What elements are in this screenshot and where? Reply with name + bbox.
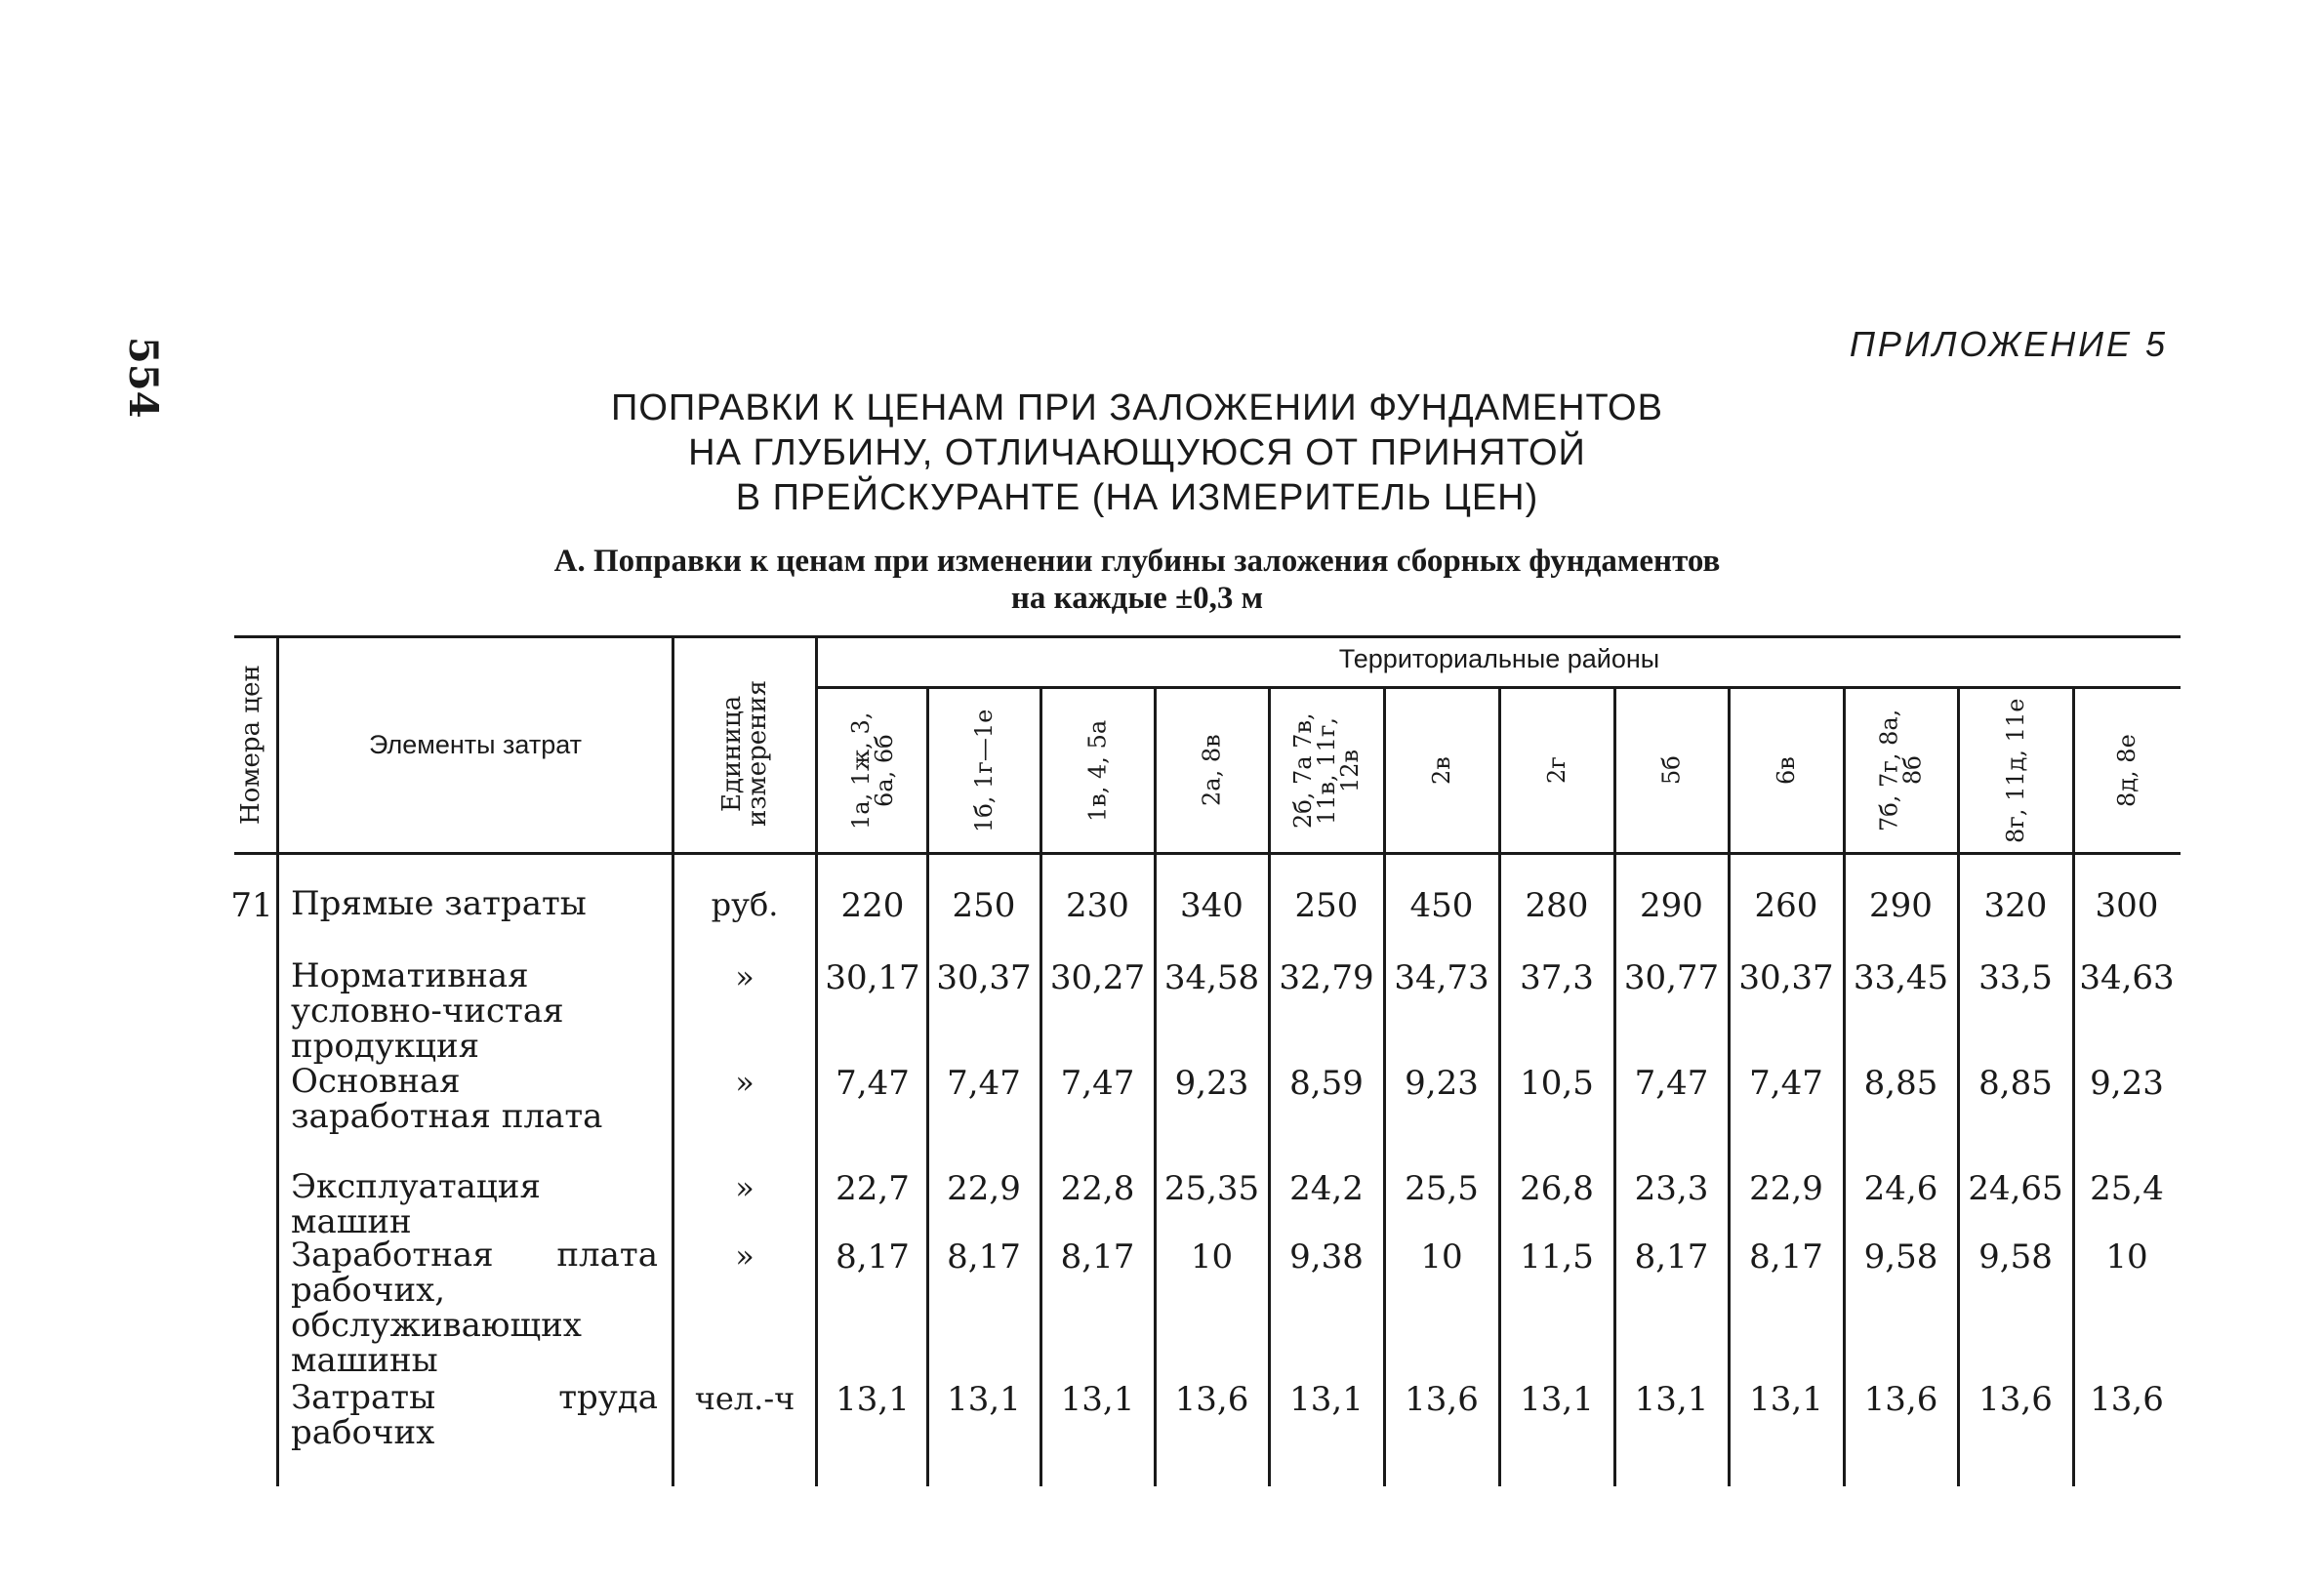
- table-cell: 24,6: [1863, 1169, 1938, 1208]
- header-unit: Единица измерения: [717, 679, 772, 828]
- header-region: 6в: [1773, 756, 1800, 785]
- row-unit: »: [735, 958, 754, 995]
- table-cell: 34,58: [1163, 958, 1260, 997]
- table-cell: 7,47: [1060, 1064, 1135, 1103]
- table-cell: 10,5: [1520, 1064, 1594, 1103]
- row-label: Затраты труда рабочих: [291, 1378, 658, 1452]
- table-cell: 250: [952, 886, 1016, 925]
- table-cell: 9,38: [1289, 1237, 1364, 1277]
- table-cell: 320: [1983, 886, 2048, 925]
- table-cell: 13,6: [1405, 1380, 1479, 1419]
- table-cell: 24,2: [1289, 1169, 1364, 1208]
- table-cell: 33,45: [1853, 958, 1949, 997]
- table-cell: 8,17: [1749, 1237, 1823, 1277]
- table-cell: 8,85: [1863, 1064, 1938, 1103]
- header-region: 2в: [1428, 756, 1455, 785]
- row-label: Заработная плата рабочих, обслуживающих машины: [291, 1236, 658, 1380]
- row-label: Прямые затраты: [291, 884, 587, 923]
- table-cell: 32,79: [1279, 958, 1374, 997]
- table-cell: 13,1: [1749, 1380, 1823, 1419]
- table-cell: 7,47: [1634, 1064, 1709, 1103]
- table-cell: 8,17: [947, 1237, 1021, 1277]
- section-title-line: А. Поправки к ценам при изменении глубины заложения сборных фундаментов: [553, 544, 1721, 579]
- table-cell: 26,8: [1520, 1169, 1594, 1208]
- header-region: 1а, 1ж, 3, 6а, 6б: [847, 711, 898, 830]
- header-region: 8г, 11д, 11е: [2002, 698, 2029, 843]
- table-cell: 25,4: [2090, 1169, 2164, 1208]
- row-unit: чел.-ч: [694, 1380, 795, 1417]
- table-cell: 37,3: [1520, 958, 1594, 997]
- table-cell: 10: [2105, 1237, 2148, 1277]
- header-region: 2б, 7а 7в, 11в, 11г, 12в: [1289, 712, 1364, 829]
- header-elements: Элементы затрат: [368, 730, 583, 759]
- table-cell: 250: [1294, 886, 1359, 925]
- table-cell: 7,47: [947, 1064, 1021, 1103]
- table-cell: 13,1: [1289, 1380, 1364, 1419]
- table-cell: 8,17: [1634, 1237, 1709, 1277]
- header-region: 5б: [1657, 755, 1686, 786]
- table-cell: 260: [1754, 886, 1818, 925]
- table-cell: 8,59: [1289, 1064, 1364, 1103]
- table-cell: 25,35: [1163, 1169, 1260, 1208]
- table-cell: 280: [1525, 886, 1589, 925]
- table-cell: 10: [1420, 1237, 1463, 1277]
- row-unit: руб.: [711, 886, 779, 923]
- table-cell: 13,1: [947, 1380, 1021, 1419]
- table-cell: 30,77: [1623, 958, 1720, 997]
- table-cell: 290: [1640, 886, 1703, 925]
- table-cell: 34,73: [1394, 958, 1489, 997]
- table-cell: 8,85: [1978, 1064, 2053, 1103]
- table-cell: 13,1: [1634, 1380, 1709, 1419]
- page-number: 554: [120, 337, 166, 419]
- table-cell: 13,6: [1174, 1380, 1249, 1419]
- table-cell: 30,17: [825, 958, 920, 997]
- header-region: 1в, 4, 5а: [1083, 719, 1112, 822]
- table-cell: 220: [840, 886, 905, 925]
- header-region: 8д, 8е: [2113, 734, 2141, 807]
- table-cell: 22,9: [947, 1169, 1021, 1208]
- page-title: [429, 385, 1845, 520]
- title-line: В ПРЕЙСКУРАНТЕ (НА ИЗМЕРИТЕЛЬ ЦЕН): [735, 477, 1539, 518]
- table-cell: 450: [1409, 886, 1474, 925]
- table-cell: 7,47: [1749, 1064, 1823, 1103]
- table-cell: 22,8: [1060, 1169, 1135, 1208]
- table-cell: 9,23: [1405, 1064, 1479, 1103]
- table-cell: 34,63: [2079, 958, 2175, 997]
- header-region: 2г: [1543, 756, 1570, 785]
- col-separator: [276, 637, 279, 1486]
- table-cell: 11,5: [1520, 1237, 1594, 1277]
- table-cell: 13,1: [836, 1380, 910, 1419]
- table-cell: 9,23: [1174, 1064, 1249, 1103]
- table-cell: 23,3: [1634, 1169, 1709, 1208]
- table-cell: 24,65: [1968, 1169, 2063, 1208]
- section-title: [429, 543, 1845, 617]
- table-cell: 30,37: [1738, 958, 1834, 997]
- col-separator: [815, 637, 818, 1486]
- col-separator: [672, 637, 674, 1486]
- table-cell: 22,7: [836, 1169, 910, 1208]
- header-regions-group: Территориальные районы: [1338, 644, 1660, 673]
- table-cell: 33,5: [1978, 958, 2053, 997]
- table-cell: 9,23: [2090, 1064, 2164, 1103]
- table-cell: 8,17: [836, 1237, 910, 1277]
- row-label: Эксплуатация машин: [291, 1167, 541, 1241]
- section-title-line: на каждые ±0,3 м: [1010, 581, 1264, 616]
- row-unit: »: [735, 1169, 754, 1206]
- table-cell: 9,58: [1978, 1237, 2053, 1277]
- row-unit: »: [735, 1237, 754, 1275]
- table-cell: 7,47: [836, 1064, 910, 1103]
- table-cell: 13,1: [1520, 1380, 1594, 1419]
- table-cell: 8,17: [1060, 1237, 1135, 1277]
- header-bottom-rule: [234, 852, 2181, 855]
- row-label: Основная заработная плата: [291, 1062, 603, 1136]
- table-cell: 25,5: [1405, 1169, 1479, 1208]
- table-cell: 13,6: [2090, 1380, 2164, 1419]
- table-cell: 9,58: [1863, 1237, 1938, 1277]
- price-number-value: 71: [230, 886, 273, 925]
- header-region: 7б, 7г, 8а, 8б: [1875, 709, 1927, 832]
- header-region: 2а, 8в: [1198, 734, 1226, 807]
- appendix-label: ПРИЛОЖЕНИЕ 5: [1849, 324, 2168, 364]
- table-cell: 230: [1066, 886, 1129, 925]
- title-line: ПОПРАВКИ К ЦЕНАМ ПРИ ЗАЛОЖЕНИИ ФУНДАМЕНТОВ: [611, 387, 1663, 428]
- table-cell: 13,1: [1060, 1380, 1135, 1419]
- table-top-rule: [234, 635, 2181, 638]
- table-cell: 30,27: [1049, 958, 1146, 997]
- table-cell: 22,9: [1749, 1169, 1823, 1208]
- row-label: Нормативная условно-чистая продукция: [291, 956, 564, 1066]
- table-cell: 340: [1180, 886, 1244, 925]
- table-cell: 13,6: [1978, 1380, 2053, 1419]
- table-cell: 290: [1869, 886, 1933, 925]
- table-cell: 300: [2095, 886, 2159, 925]
- header-price-number: Номера цен: [236, 665, 265, 825]
- title-line: НА ГЛУБИНУ, ОТЛИЧАЮЩУЮСЯ ОТ ПРИНЯТОЙ: [688, 432, 1586, 473]
- row-unit: »: [735, 1064, 754, 1101]
- table-cell: 13,6: [1863, 1380, 1938, 1419]
- table-cell: 10: [1190, 1237, 1234, 1277]
- header-region: 1б, 1г—1е: [970, 709, 998, 832]
- table-cell: 30,37: [936, 958, 1032, 997]
